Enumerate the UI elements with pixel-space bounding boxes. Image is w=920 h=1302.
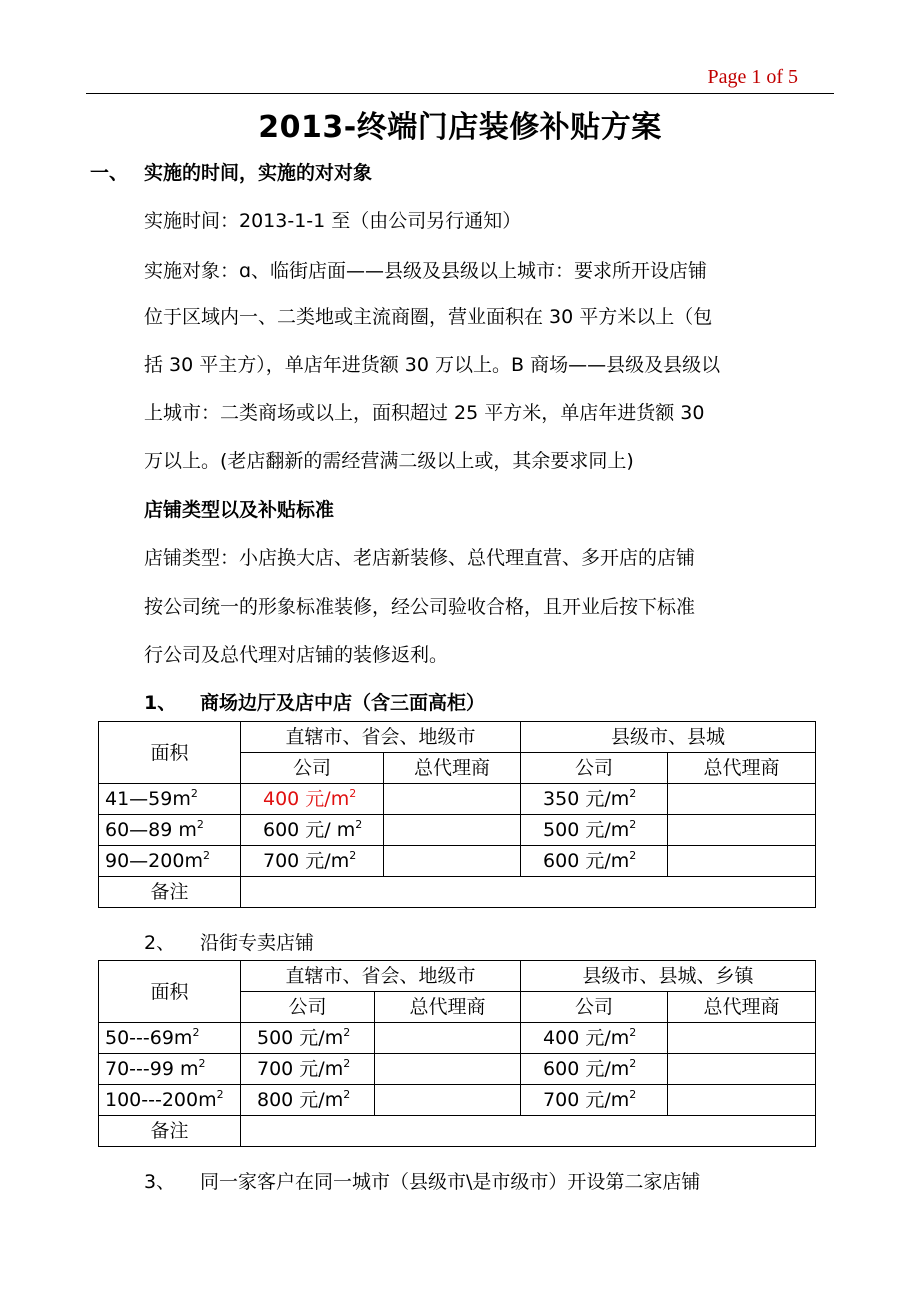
price-cell: 800 元$/m^2$	[241, 1085, 375, 1116]
table-row	[99, 1054, 816, 1085]
table-row	[99, 784, 816, 815]
company-header: 公司	[241, 753, 384, 784]
area-cell: $41—59m^2$	[99, 784, 241, 815]
type-line-3: 行公司及总代理对店铺的装修返利。	[144, 644, 449, 666]
agent-cell	[668, 1054, 816, 1085]
company-header: 公司	[521, 992, 668, 1023]
price-cell: 350 元$/m^2$	[521, 784, 668, 815]
table-row	[99, 877, 816, 908]
object-line-1: 实施对象：ɑ、临街店面——县级及县级以上城市：要求所开设店铺	[144, 260, 708, 282]
agent-cell	[668, 815, 816, 846]
section1-title: 实施的时间，实施的对对象	[144, 162, 373, 184]
company-header: 公司	[241, 992, 375, 1023]
subheading-store-types: 店铺类型以及补贴标准	[144, 499, 335, 521]
note-value	[241, 877, 816, 908]
object-line-5: 万以上。(老店翻新的需经营满二级以上或，其余要求同上)	[144, 450, 634, 472]
subsidy-table-mall	[98, 721, 816, 908]
agent-cell	[384, 846, 521, 877]
price-cell: 700 元$/m^2$	[241, 846, 384, 877]
object-line-2: 位于区域内一、二类地或主流商圈，营业面积在 30 平方米以上（包	[144, 306, 713, 328]
item2-title: 沿街专卖店铺	[200, 932, 315, 954]
area-header: 面积	[99, 722, 241, 784]
agent-cell	[375, 1054, 521, 1085]
price-cell: 500 元$/m^2$	[521, 815, 668, 846]
price-cell: 700 元$/m^2$	[521, 1085, 668, 1116]
table-row	[99, 1023, 816, 1054]
agent-header: 总代理商	[668, 753, 816, 784]
agent-cell	[668, 784, 816, 815]
type-line-1: 店铺类型：小店换大店、老店新装修、总代理直营、多开店的店铺	[144, 547, 696, 569]
group2-header: 县级市、县城、乡镇	[521, 961, 816, 992]
area-cell: $50---69m^2$	[99, 1023, 241, 1054]
section1-number: 一、	[90, 162, 129, 184]
company-header: 公司	[521, 753, 668, 784]
item3-title: 同一家客户在同一城市（县级市\是市级市）开设第二家店铺	[200, 1171, 701, 1193]
table-row	[99, 815, 816, 846]
agent-cell	[384, 784, 521, 815]
item1-title: 商场边厅及店中店（含三面高柜）	[200, 692, 486, 714]
agent-header: 总代理商	[384, 753, 521, 784]
agent-cell	[375, 1085, 521, 1116]
object-line-4: 上城市：二类商场或以上，面积超过 25 平方米，单店年进货额 30	[144, 402, 705, 424]
page-number: Page 1 of 5	[707, 66, 798, 88]
area-cell: $100---200m^2$	[99, 1085, 241, 1116]
note-label: 备注	[99, 877, 241, 908]
item1-number: 1、	[144, 692, 177, 714]
document-title: 2013-终端门店装修补贴方案	[258, 110, 662, 145]
table-row	[99, 1085, 816, 1116]
item3-number: 3、	[144, 1171, 176, 1193]
implementation-time: 实施时间：2013-1-1 至（由公司另行通知）	[144, 210, 522, 232]
area-cell: 60—89 $m^2$	[99, 815, 241, 846]
price-cell: 700 元$/m^2$	[241, 1054, 375, 1085]
subsidy-table-street	[98, 960, 816, 1147]
agent-cell	[668, 846, 816, 877]
group1-header: 直辖市、省会、地级市	[241, 722, 521, 753]
price-cell: 600 元$/m^2$	[521, 1054, 668, 1085]
price-cell: 500 元$/m^2$	[241, 1023, 375, 1054]
price-cell: 400 元$/m^2$	[521, 1023, 668, 1054]
type-line-2: 按公司统一的形象标准装修，经公司验收合格，且开业后按下标准	[144, 596, 696, 618]
agent-header: 总代理商	[375, 992, 521, 1023]
area-header: 面积	[99, 961, 241, 1023]
area-cell: $90—200m^2$	[99, 846, 241, 877]
table-row	[99, 846, 816, 877]
object-line-3: 括 30 平主方），单店年进货额 30 万以上。B 商场——县级及县级以	[144, 354, 721, 376]
price-cell: 600 元$/m^2$	[521, 846, 668, 877]
price-cell: 400 元$/m^2$	[241, 784, 384, 815]
group2-header: 县级市、县城	[521, 722, 816, 753]
agent-cell	[668, 1023, 816, 1054]
agent-cell	[668, 1085, 816, 1116]
agent-header: 总代理商	[668, 992, 816, 1023]
area-cell: 70---99 $m^2$	[99, 1054, 241, 1085]
note-label: 备注	[99, 1116, 241, 1147]
item2-number: 2、	[144, 932, 176, 954]
price-cell: 600 元/ $m^2$	[241, 815, 384, 846]
table-row	[99, 1116, 816, 1147]
header-rule	[86, 93, 834, 94]
agent-cell	[384, 815, 521, 846]
group1-header: 直辖市、省会、地级市	[241, 961, 521, 992]
agent-cell	[375, 1023, 521, 1054]
note-value	[241, 1116, 816, 1147]
